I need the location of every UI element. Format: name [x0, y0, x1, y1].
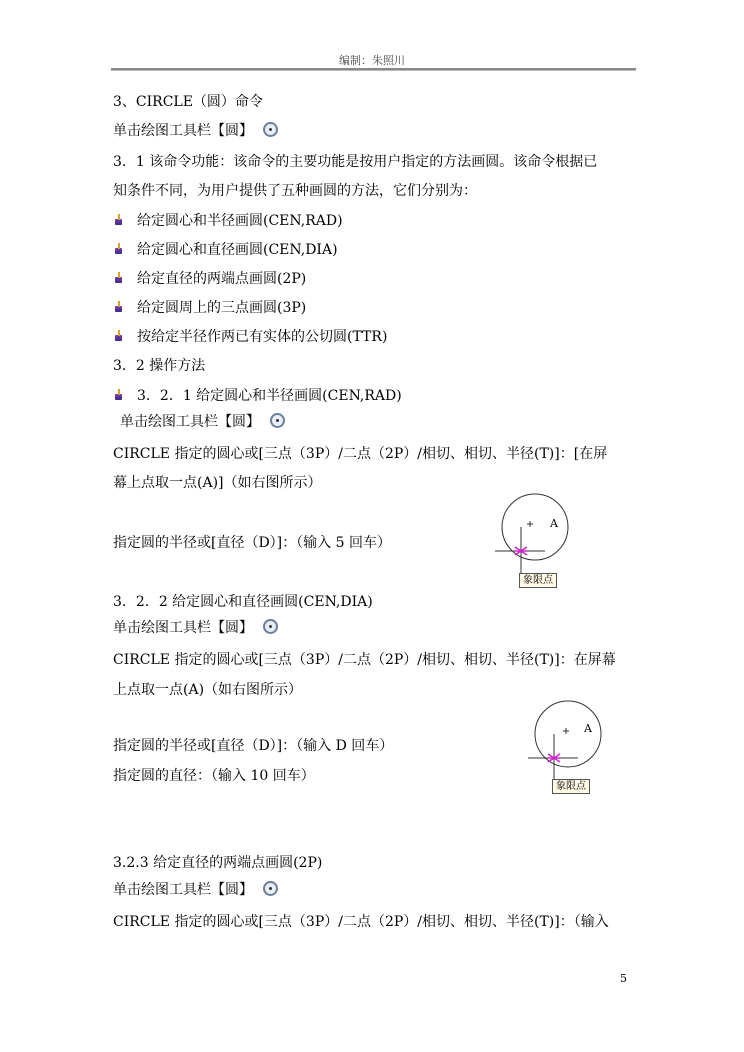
- paragraph-line: 知条件不同，为用户提供了五种画圆的方法，它们分别为：: [113, 183, 477, 199]
- subsubsection-title: 3.2.3 给定直径的两端点画圆(2P): [113, 855, 323, 871]
- section-title: 3、CIRCLE（圆）命令: [113, 94, 263, 110]
- list-item: 给定圆心和半径画圆(CEN,RAD): [113, 212, 343, 230]
- command-line: 幕上点取一点(A)]（如右图所示）: [113, 475, 322, 491]
- toolbar-instruction: 单击绘图工具栏【圆】: [113, 881, 278, 899]
- bullet-icon: [113, 389, 125, 401]
- bullet-icon: [113, 272, 125, 284]
- quadrant-tooltip: 象限点: [519, 573, 557, 588]
- header-author: 编制：朱照川: [339, 54, 405, 67]
- toolbar-instruction: 单击绘图工具栏【圆】: [113, 122, 278, 140]
- command-line: 指定圆的半径或[直径（D）]：（输入 D 回车）: [113, 738, 394, 754]
- paragraph-line: 3．1 该命令功能：该命令的主要功能是按用户指定的方法画圆。该命令根据已: [113, 154, 598, 170]
- bullet-icon: [113, 301, 125, 313]
- circle-tool-icon: [270, 413, 285, 428]
- subsubsection-title: 3．2．1 给定圆心和半径画圆(CEN,RAD): [113, 387, 402, 405]
- subsubsection-title: 3．2．2 给定圆心和直径画圆(CEN,DIA): [113, 594, 373, 610]
- list-item: 按给定半径作两已有实体的公切圆(TTR): [113, 328, 387, 346]
- page-number: 5: [620, 972, 627, 985]
- list-item: 给定圆周上的三点画圆(3P): [113, 299, 306, 317]
- toolbar-instruction: 单击绘图工具栏【圆】: [113, 619, 278, 637]
- circle-tool-icon: [263, 881, 278, 896]
- subsection-title: 3．2 操作方法: [113, 358, 206, 374]
- command-line: CIRCLE 指定的圆心或[三点（3P）/二点（2P）/相切、相切、半径(T)]：[在屏: [113, 446, 608, 462]
- point-label: A: [550, 517, 558, 530]
- circle-tool-icon: [263, 122, 278, 137]
- command-line: 上点取一点(A)（如右图所示）: [113, 682, 303, 698]
- point-label: A: [584, 722, 592, 735]
- toolbar-instruction: 单击绘图工具栏【圆】: [120, 413, 285, 431]
- command-line: CIRCLE 指定的圆心或[三点（3P）/二点（2P）/相切、相切、半径(T)]：（输入: [113, 914, 609, 930]
- command-line: CIRCLE 指定的圆心或[三点（3P）/二点（2P）/相切、相切、半径(T)]：在屏幕: [113, 652, 616, 668]
- circle-figure-2: [528, 694, 608, 799]
- header-rule: [111, 68, 636, 71]
- quadrant-tooltip: 象限点: [552, 779, 590, 794]
- list-item: 给定直径的两端点画圆(2P): [113, 270, 306, 288]
- bullet-icon: [113, 214, 125, 226]
- command-line: 指定圆的直径：（输入 10 回车）: [113, 768, 315, 784]
- command-line: 指定圆的半径或[直径（D）]：（输入 5 回车）: [113, 535, 391, 551]
- circle-figure-1: [495, 487, 575, 592]
- list-item: 给定圆心和直径画圆(CEN,DIA): [113, 241, 338, 259]
- bullet-icon: [113, 330, 125, 342]
- circle-tool-icon: [263, 619, 278, 634]
- bullet-icon: [113, 243, 125, 255]
